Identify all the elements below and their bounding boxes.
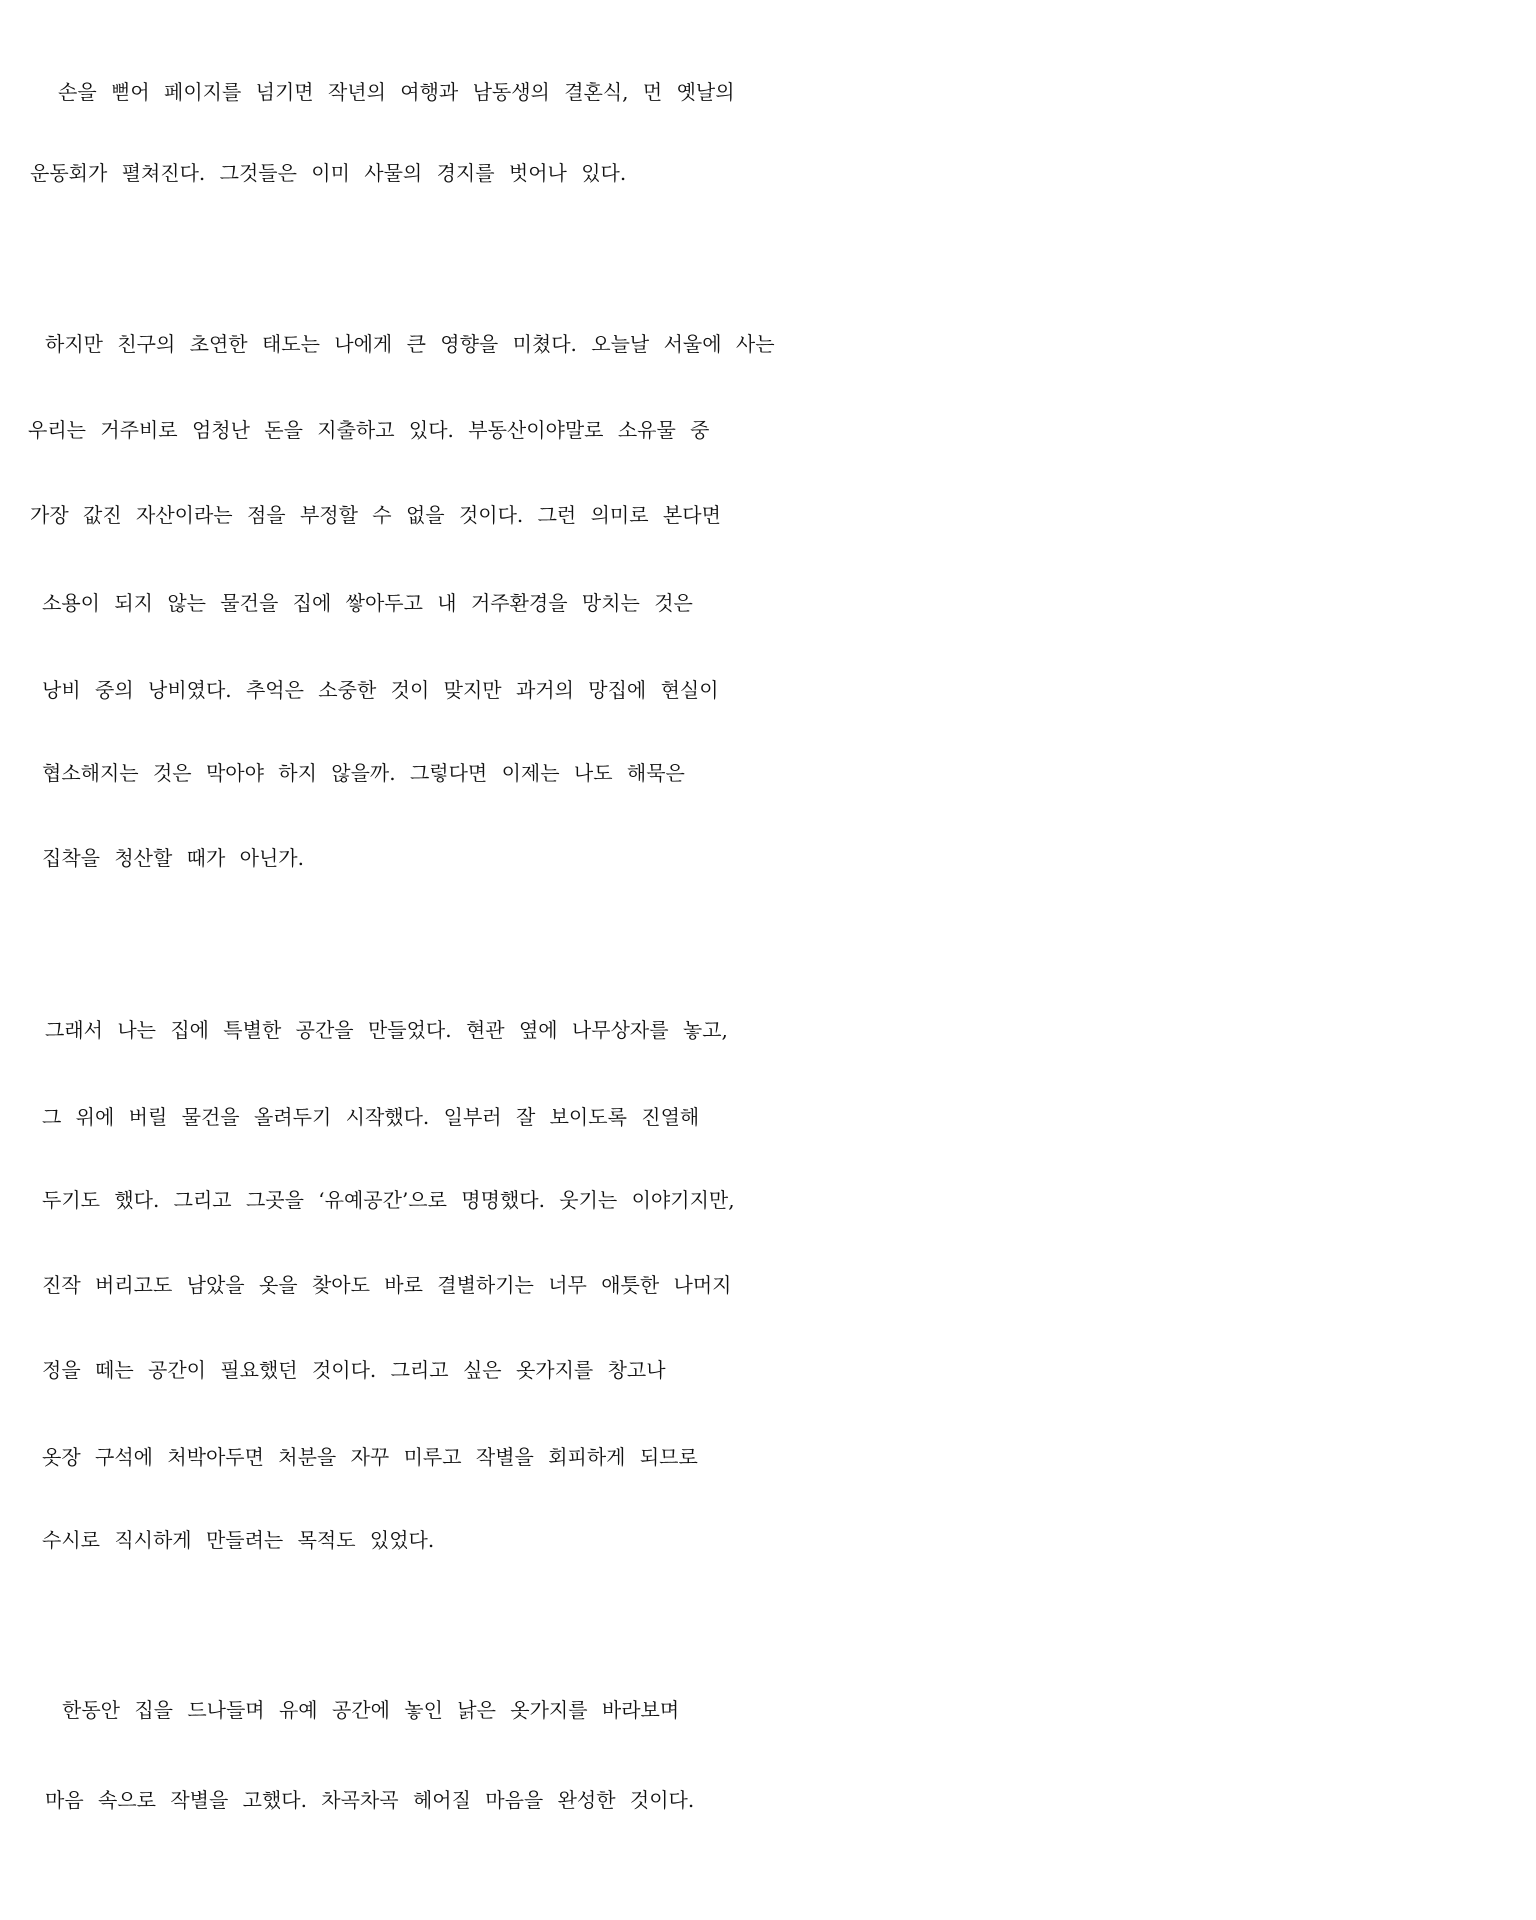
text-line: 하지만 친구의 초연한 태도는 나에게 큰 영향을 미쳤다. 오늘날 서울에 사는 [45,332,775,356]
text-line: 마음 속으로 작별을 고했다. 차곡차곡 헤어질 마음을 완성한 것이다. [45,1788,695,1812]
text-line: 그 위에 버릴 물건을 올려두기 시작했다. 일부러 잘 보이도록 진열해 [42,1105,700,1129]
text-line: 가장 값진 자산이라는 점을 부정할 수 없을 것이다. 그런 의미로 본다면 [30,503,721,527]
text-line: 두기도 했다. 그리고 그곳을 ‘유예공간’으로 명명했다. 웃기는 이야기지만, [42,1188,735,1212]
text-line: 손을 뻗어 페이지를 넘기면 작년의 여행과 남동생의 결혼식, 먼 옛날의 [58,80,735,104]
text-line: 정을 떼는 공간이 필요했던 것이다. 그리고 싶은 옷가지를 창고나 [42,1358,666,1382]
text-line: 수시로 직시하게 만들려는 목적도 있었다. [42,1528,435,1552]
text-line: 협소해지는 것은 막아야 하지 않을까. 그렇다면 이제는 나도 해묵은 [42,761,685,785]
text-line: 한동안 집을 드나들며 유예 공간에 놓인 낡은 옷가지를 바라보며 [62,1698,680,1722]
text-line: 집착을 청산할 때가 아닌가. [42,846,304,870]
text-line: 그래서 나는 집에 특별한 공간을 만들었다. 현관 옆에 나무상자를 놓고, [45,1018,728,1042]
text-line: 옷장 구석에 처박아두면 처분을 자꾸 미루고 작별을 회피하게 되므로 [42,1445,698,1469]
text-line: 진작 버리고도 남았을 옷을 찾아도 바로 결별하기는 너무 애틋한 나머지 [42,1273,732,1297]
text-line: 운동회가 펼쳐진다. 그것들은 이미 사물의 경지를 벗어나 있다. [30,161,627,185]
text-line: 우리는 거주비로 엄청난 돈을 지출하고 있다. 부동산이야말로 소유물 중 [28,418,710,442]
text-line: 낭비 중의 낭비였다. 추억은 소중한 것이 맞지만 과거의 망집에 현실이 [42,678,719,702]
text-line: 소용이 되지 않는 물건을 집에 쌓아두고 내 거주환경을 망치는 것은 [42,591,693,615]
